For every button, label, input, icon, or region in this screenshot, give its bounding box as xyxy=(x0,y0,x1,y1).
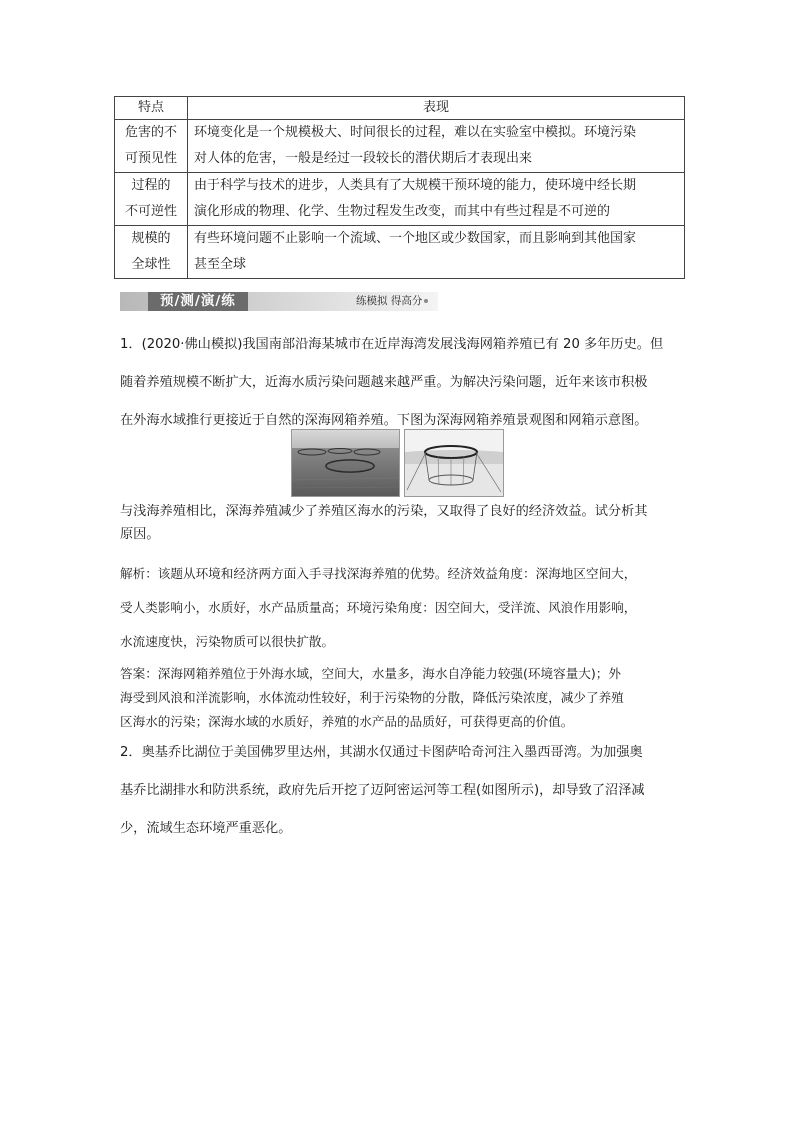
section-banner-subtitle: 练模拟 得高分 xyxy=(356,292,428,311)
bullet-dot-icon xyxy=(424,299,428,303)
table-cell-description: 环境变化是一个规模极大、时间很长的过程，难以在实验室中模拟。环境污染 对人体的危害，一般是经过一段较长的潜伏期后才表现出来 xyxy=(188,120,685,173)
table-cell-feature: 过程的 不可逆性 xyxy=(115,173,188,226)
table-row xyxy=(115,120,685,173)
table-header-description: 表现 xyxy=(188,97,685,120)
net-cage-diagram-image xyxy=(404,429,504,497)
question-1-analysis: 解析：该题从环境和经济两方面入手寻找深海养殖的优势。经济效益角度：深海地区空间大， 受人类影响小，水质好，水产品质量高；环境污染角度：因空间大，受洋流、风浪作用影响， 水流速度快，污染物质可以很快扩散。 xyxy=(120,566,637,649)
table-cell-feature: 危害的不 可预见性 xyxy=(115,120,188,173)
table-cell-description: 由于科学与技术的进步，人类具有了大规模干预环境的能力，使环境中经长期 演化形成的物理、化学、生物过程发生改变，而其中有些过程是不可逆的 xyxy=(188,173,685,226)
environment-features-table xyxy=(114,96,685,279)
section-banner-title: 预/测/演/练 xyxy=(148,292,248,311)
question-1-prompt: 与浅海养殖相比，深海养殖减少了养殖区海水的污染，又取得了良好的经济效益。试分析其 原因。 xyxy=(120,504,648,542)
table-header-feature: 特点 xyxy=(115,97,188,120)
deep-sea-cage-landscape-photo xyxy=(291,429,400,497)
table-cell-feature: 规模的 全球性 xyxy=(115,226,188,279)
table-cell-description: 有些环境问题不止影响一个流域、一个地区或少数国家，而且影响到其他国家 甚至全球 xyxy=(188,226,685,279)
question-2-stem: 2．奥基乔比湖位于美国佛罗里达州，其湖水仅通过卡图萨哈奇河注入墨西哥湾。为加强奥 基乔比湖排水和防洪系统，政府先后开挖了迈阿密运河等工程(如图所示)，却导致了沼泽减 少，流域生态环境严重恶化。 xyxy=(120,745,645,836)
question-1-stem: 1．(2020·佛山模拟)我国南部沿海某城市在近岸海湾发展浅海网箱养殖已有 20 多年历史。但 随着养殖规模不断扩大，近海水质污染问题越来越严重。为解决污染问题，近年来该市积极 在外海水域推行更接近于自然的深海网箱养殖。下图为深海网箱养殖景观图和网箱示意图。 xyxy=(120,337,664,428)
table-row xyxy=(115,173,685,226)
table-header-row xyxy=(115,97,685,120)
table-row xyxy=(115,226,685,279)
section-banner xyxy=(120,292,438,311)
question-1-answer: 答案：深海网箱养殖位于外海水域，空间大，水量多，海水自净能力较强(环境容量大)；外 海受到风浪和洋流影响，水体流动性较好，利于污染物的分散，降低污染浓度，减少了养殖 区海水的污染；深海水域的水质好，养殖的水产品的品质好，可获得更高的价值。 xyxy=(120,666,624,729)
